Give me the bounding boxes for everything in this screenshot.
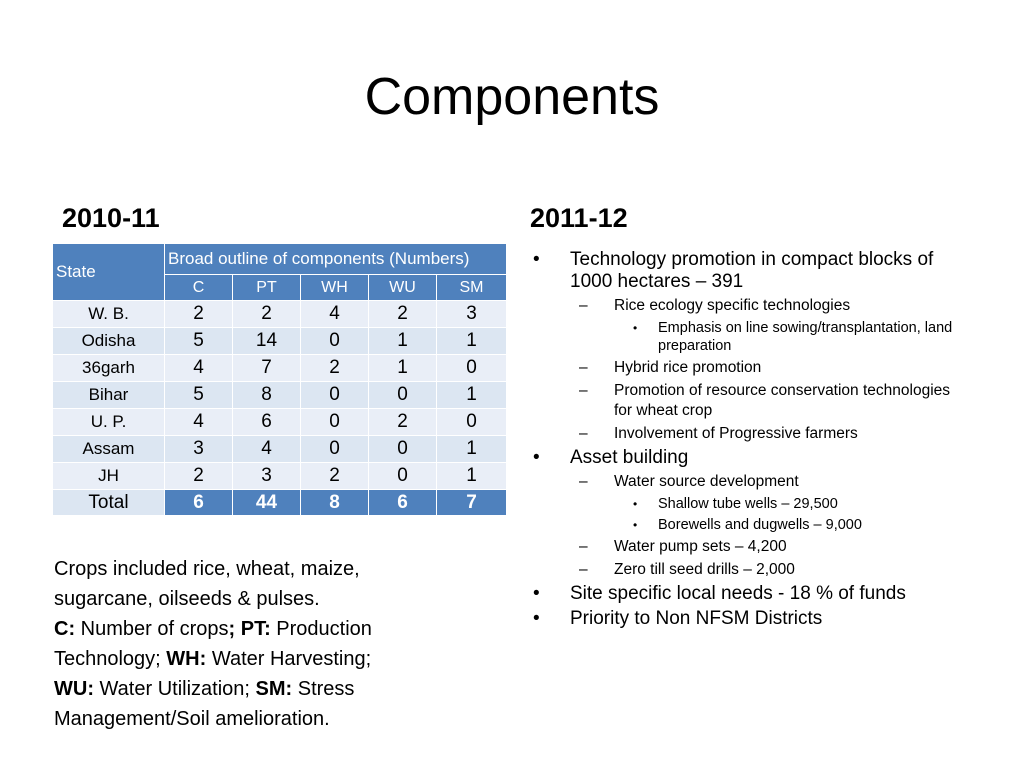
total-cell: 7 bbox=[437, 490, 507, 516]
value-cell: 2 bbox=[301, 355, 369, 382]
sub-bullet-zero-till: – Zero till seed drills – 2,000 bbox=[530, 560, 970, 580]
value-cell: 2 bbox=[165, 301, 233, 328]
heading-2010-11: 2010-11 bbox=[62, 203, 160, 233]
value-cell: 0 bbox=[369, 382, 437, 409]
table-row bbox=[53, 382, 507, 409]
value-cell: 1 bbox=[437, 463, 507, 490]
col-header: WH bbox=[301, 275, 369, 301]
value-cell: 2 bbox=[165, 463, 233, 490]
value-cell: 4 bbox=[165, 355, 233, 382]
value-cell: 0 bbox=[369, 463, 437, 490]
value-cell: 1 bbox=[437, 382, 507, 409]
legend-note bbox=[54, 614, 454, 734]
col-header: C bbox=[165, 275, 233, 301]
value-cell: 0 bbox=[437, 355, 507, 382]
heading-2011-12: 2011-12 bbox=[530, 203, 628, 233]
legend-key: WH: bbox=[166, 648, 207, 670]
sub-bullet-progressive-farmers: – Involvement of Progressive farmers bbox=[530, 424, 970, 444]
legend-separator: ; bbox=[228, 618, 236, 640]
value-cell: 3 bbox=[437, 301, 507, 328]
slide-title: Components bbox=[364, 68, 660, 126]
total-label: Total bbox=[53, 490, 165, 516]
crops-note: Crops included rice, wheat, maize, sugarcane, oilseeds & pulses. bbox=[54, 558, 360, 610]
broad-outline-header: Broad outline of components (Numbers) bbox=[165, 244, 507, 275]
value-cell: 7 bbox=[233, 355, 301, 382]
bullet-site-specific: • Site specific local needs - 18 % of funds bbox=[530, 583, 970, 605]
value-cell: 0 bbox=[301, 436, 369, 463]
value-cell: 6 bbox=[233, 409, 301, 436]
value-cell: 1 bbox=[369, 328, 437, 355]
total-cell: 6 bbox=[369, 490, 437, 516]
value-cell: 5 bbox=[165, 328, 233, 355]
sub-bullet-water-source: – Water source development bbox=[530, 472, 970, 492]
state-cell: Odisha bbox=[53, 328, 165, 355]
value-cell: 3 bbox=[233, 463, 301, 490]
col-header: PT bbox=[233, 275, 301, 301]
sub-bullet-pump-sets: – Water pump sets – 4,200 bbox=[530, 537, 970, 557]
legend-key: PT: bbox=[235, 618, 271, 640]
components-table bbox=[52, 243, 507, 516]
legend-value: Number of crops bbox=[75, 618, 229, 640]
value-cell: 0 bbox=[301, 382, 369, 409]
sub-sub-bullet-line-sowing: • Emphasis on line sowing/transplantation, land preparation bbox=[530, 319, 970, 355]
sub-sub-bullet-borewells: • Borewells and dugwells – 9,000 bbox=[530, 516, 970, 534]
bullet-asset-building: • Asset building bbox=[530, 447, 970, 469]
table-row bbox=[53, 355, 507, 382]
value-cell: 1 bbox=[437, 328, 507, 355]
legend-key: C: bbox=[54, 618, 76, 640]
value-cell: 3 bbox=[165, 436, 233, 463]
legend-value: Water Utilization; bbox=[93, 678, 256, 700]
sub-bullet-rice-ecology: – Rice ecology specific technologies bbox=[530, 296, 970, 316]
table-row bbox=[53, 301, 507, 328]
legend-value: Water Harvesting; bbox=[206, 648, 372, 670]
value-cell: 5 bbox=[165, 382, 233, 409]
bullet-tech-promotion: • Technology promotion in compact blocks of 1000 hectares – 391 bbox=[530, 249, 970, 293]
total-cell: 6 bbox=[165, 490, 233, 516]
legend-key: SM: bbox=[255, 678, 293, 700]
legend-value: Stress Management/Soil amelioration. bbox=[54, 678, 355, 730]
bullet-priority: • Priority to Non NFSM Districts bbox=[530, 608, 970, 630]
table-row bbox=[53, 409, 507, 436]
sub-bullet-hybrid-rice: – Hybrid rice promotion bbox=[530, 358, 970, 378]
state-header: State bbox=[53, 244, 165, 301]
value-cell: 0 bbox=[369, 436, 437, 463]
table-row bbox=[53, 436, 507, 463]
total-cell: 8 bbox=[301, 490, 369, 516]
total-row bbox=[53, 490, 507, 516]
sub-sub-bullet-shallow-tube: • Shallow tube wells – 29,500 bbox=[530, 495, 970, 513]
table-row bbox=[53, 463, 507, 490]
value-cell: 1 bbox=[369, 355, 437, 382]
total-cell: 44 bbox=[233, 490, 301, 516]
value-cell: 2 bbox=[369, 301, 437, 328]
value-cell: 0 bbox=[301, 409, 369, 436]
value-cell: 8 bbox=[233, 382, 301, 409]
state-cell: JH bbox=[53, 463, 165, 490]
value-cell: 4 bbox=[165, 409, 233, 436]
state-cell: Assam bbox=[53, 436, 165, 463]
state-cell: Bihar bbox=[53, 382, 165, 409]
value-cell: 0 bbox=[301, 328, 369, 355]
sub-bullet-resource-conservation: – Promotion of resource conservation technologies for wheat crop bbox=[530, 381, 970, 421]
value-cell: 14 bbox=[233, 328, 301, 355]
value-cell: 0 bbox=[437, 409, 507, 436]
table-row bbox=[53, 328, 507, 355]
notes-block bbox=[54, 554, 454, 734]
col-header: WU bbox=[369, 275, 437, 301]
state-cell: 36garh bbox=[53, 355, 165, 382]
value-cell: 4 bbox=[301, 301, 369, 328]
state-cell: W. B. bbox=[53, 301, 165, 328]
value-cell: 4 bbox=[233, 436, 301, 463]
value-cell: 2 bbox=[301, 463, 369, 490]
state-cell: U. P. bbox=[53, 409, 165, 436]
value-cell: 2 bbox=[369, 409, 437, 436]
bullet-list-2011-12 bbox=[530, 246, 970, 630]
col-header: SM bbox=[437, 275, 507, 301]
legend-value: Production Technology; bbox=[54, 618, 372, 670]
value-cell: 2 bbox=[233, 301, 301, 328]
value-cell: 1 bbox=[437, 436, 507, 463]
legend-key: WU: bbox=[54, 678, 94, 700]
